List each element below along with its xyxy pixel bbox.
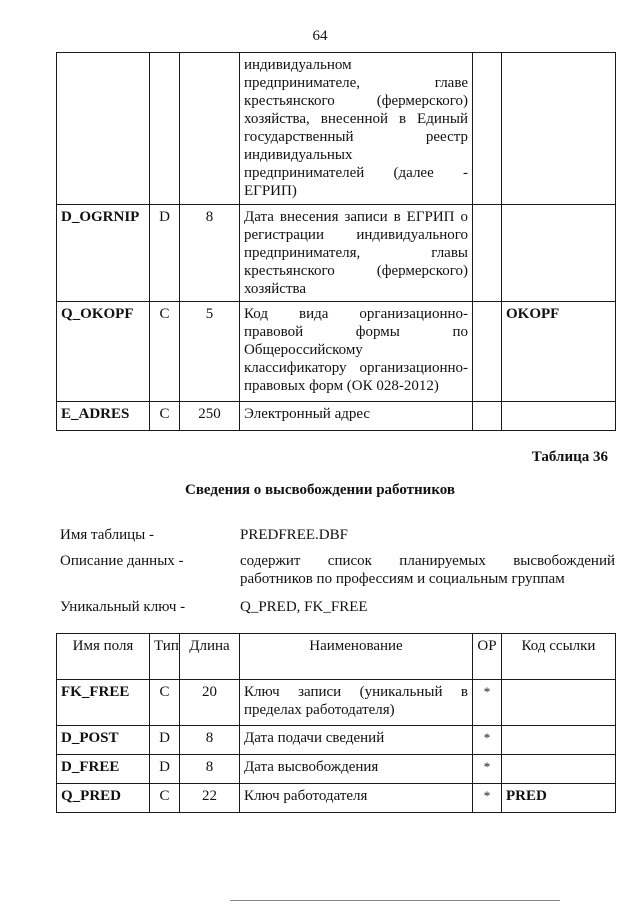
table-row	[57, 205, 616, 302]
header-field-length: Длина	[180, 634, 240, 680]
field-type-cell: D	[150, 755, 180, 784]
table-row	[57, 302, 616, 402]
field-ref-cell	[502, 205, 616, 302]
field-length-cell: 250	[180, 402, 240, 431]
field-name-cell: Q_PRED	[57, 784, 150, 813]
meta-value: PREDFREE.DBF	[240, 527, 348, 543]
header-field-description: Наименование	[240, 634, 473, 680]
section-title: Сведения о высвобождении работников	[184, 482, 455, 498]
scan-edge-line	[230, 900, 560, 901]
table-row	[57, 402, 616, 431]
fields-table-continued	[56, 52, 616, 431]
table-row	[57, 53, 616, 205]
field-length-cell: 20	[180, 680, 240, 726]
field-required-cell: *	[473, 784, 502, 813]
field-required-cell: *	[473, 726, 502, 755]
table-row	[57, 755, 616, 784]
field-description-cell: Код вида организационно-правовой формы по Общероссийскому классификатору организационно-правовых форм (ОК 028-2012)	[240, 302, 473, 402]
field-description-cell: индивидуальном предпринимателе, главе крестьянского (фермерского) хозяйства, внесенной в Единый государственный реестр индивидуальных предпринимателей (далее - ЕГРИП)	[240, 53, 473, 205]
field-ref-cell	[502, 755, 616, 784]
field-type-cell: C	[150, 680, 180, 726]
field-length-cell	[180, 53, 240, 205]
field-type-cell: C	[150, 784, 180, 813]
table-row	[57, 680, 616, 726]
field-name-cell: D_POST	[57, 726, 150, 755]
table-header-row	[57, 634, 616, 680]
field-description-cell: Электронный адрес	[240, 402, 473, 431]
header-field-ref: Код ссылки	[502, 634, 616, 680]
field-type-cell: D	[150, 205, 180, 302]
meta-label: Имя таблицы -	[60, 527, 154, 543]
table-row	[57, 726, 616, 755]
field-ref-cell: PRED	[502, 784, 616, 813]
field-ref-cell: OKOPF	[502, 302, 616, 402]
meta-value: содержит список планируемых высвобождений работников по профессиям и социальным группам	[240, 553, 615, 587]
field-name-cell: E_ADRES	[57, 402, 150, 431]
field-ref-cell	[502, 680, 616, 726]
header-field-required: ОР	[473, 634, 502, 680]
table-caption: Таблица 36	[531, 449, 608, 465]
field-required-cell	[473, 205, 502, 302]
field-length-cell: 8	[180, 755, 240, 784]
meta-label: Описание данных -	[60, 553, 184, 569]
fields-table	[56, 633, 616, 813]
field-ref-cell	[502, 53, 616, 205]
field-description-cell: Ключ записи (уникальный в пределах работодателя)	[240, 680, 473, 726]
table-row	[57, 784, 616, 813]
field-name-cell: Q_OKOPF	[57, 302, 150, 402]
field-type-cell: D	[150, 726, 180, 755]
header-field-type: Тип	[150, 634, 180, 680]
field-type-cell	[150, 53, 180, 205]
field-required-cell: *	[473, 680, 502, 726]
field-length-cell: 8	[180, 205, 240, 302]
field-length-cell: 22	[180, 784, 240, 813]
header-field-name: Имя поля	[57, 634, 150, 680]
field-description-cell: Дата высвобождения	[240, 755, 473, 784]
field-name-cell	[57, 53, 150, 205]
field-required-cell	[473, 402, 502, 431]
field-name-cell: D_OGRNIP	[57, 205, 150, 302]
field-description-cell: Дата внесения записи в ЕГРИП о регистрации индивидуального предпринимателя, главы крестьянского (фермерского) хозяйства	[240, 205, 473, 302]
field-ref-cell	[502, 402, 616, 431]
page-number: 64	[312, 28, 328, 44]
field-description-cell: Дата подачи сведений	[240, 726, 473, 755]
field-name-cell: D_FREE	[57, 755, 150, 784]
field-ref-cell	[502, 726, 616, 755]
field-description-cell: Ключ работодателя	[240, 784, 473, 813]
field-required-cell	[473, 53, 502, 205]
field-type-cell: C	[150, 302, 180, 402]
field-required-cell: *	[473, 755, 502, 784]
field-name-cell: FK_FREE	[57, 680, 150, 726]
meta-value: Q_PRED, FK_FREE	[240, 599, 368, 615]
field-required-cell	[473, 302, 502, 402]
field-type-cell: C	[150, 402, 180, 431]
field-length-cell: 5	[180, 302, 240, 402]
field-length-cell: 8	[180, 726, 240, 755]
meta-label: Уникальный ключ -	[60, 599, 186, 615]
